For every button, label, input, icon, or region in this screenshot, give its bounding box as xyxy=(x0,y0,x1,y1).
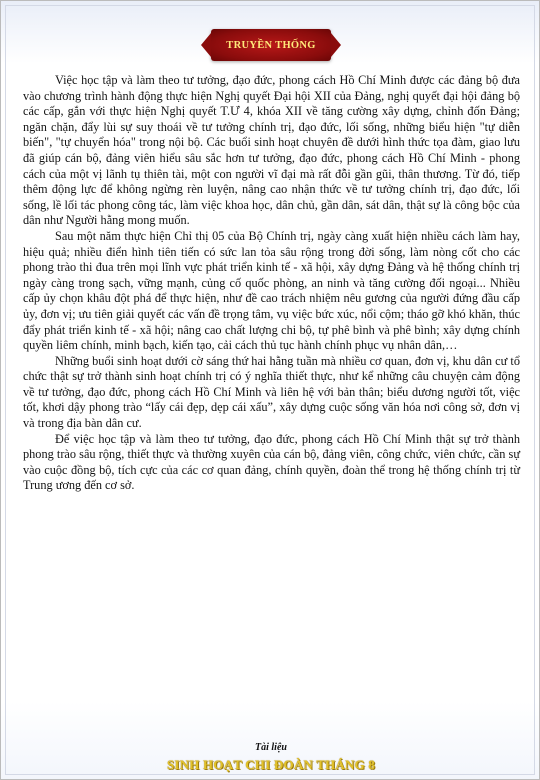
paragraph: Việc học tập và làm theo tư tưởng, đạo đức, phong cách Hồ Chí Minh được các đảng bộ đưa vào chương trình hành động thực hiện Nghị quyết Đại hội XII của Đảng, nghị quyết đại hội đảng bộ các cấp, gắn với thực hiện Nghị quyết T.Ư 4, khóa XII về tăng cường xây dựng, chỉnh đốn Đảng; ngăn chặn, đẩy lùi sự suy thoái về tư tưởng chính trị, đạo đức, lối sống, những biểu hiện "tự diễn biến", "tự chuyển hóa" trong nội bộ. Các buổi sinh hoạt chuyên đề dưới hình thức tọa đàm, giao lưu đã giúp cán bộ, đảng viên hiểu sâu sắc hơn tư tưởng, đạo đức, phong cách Hồ Chí Minh - phong cách của một vị lãnh tụ thiên tài, một con người vĩ đại mà rất đỗi gần gũi, thân thương. Từ đó, tiếp thêm động lực để không ngừng rèn luyện, nâng cao nhận thức về tư tưởng chính trị, đạo đức, lối sống, lề lối tác phong công tác, làm việc khoa học, dân chủ, gần dân, sát dân, thật sự là công bộc của dân như Người hằng mong muốn. xyxy=(23,73,520,228)
footer-title: SINH HOẠT CHI ĐOÀN THÁNG 8 xyxy=(166,757,376,772)
article-body xyxy=(23,73,520,494)
paragraph: Những buổi sinh hoạt dưới cờ sáng thứ hai hằng tuần mà nhiều cơ quan, đơn vị, khu dân cư tổ chức thật sự trở thành sinh hoạt chính trị có ý nghĩa thiết thực, như kể những câu chuyện cảm động về tư tưởng, đạo đức, phong cách Hồ Chí Minh và liên hệ với bản thân; biểu dương người tốt, việc tốt, khơi dậy phong trào “lấy cái đẹp, dẹp cái xấu”, xây dựng cuộc sống văn hóa nơi công sở, đơn vị và trong địa bàn dân cư. xyxy=(23,353,520,431)
header-title: TRUYỀN THỐNG xyxy=(226,39,316,51)
paragraph: Để việc học tập và làm theo tư tưởng, đạo đức, phong cách Hồ Chí Minh thật sự trở thành phong trào sâu rộng, thiết thực và thường xuyên của cán bộ, đảng viên, công chức, viên chức, cần sự vào cuộc đồng bộ, tích cực của các cơ quan đảng, chính quyền, đoàn thể trong hệ thống chính trị từ Trung ương đến cơ sở. xyxy=(23,431,520,493)
paragraph: Sau một năm thực hiện Chỉ thị 05 của Bộ Chính trị, ngày càng xuất hiện nhiều cách làm hay, hiệu quả; nhiều điển hình tiên tiến có sức lan tỏa sâu rộng trong đời sống, làm nòng cốt cho các phong trào thi đua trên mọi lĩnh vực phát triển kinh tế - xã hội, xây dựng Đảng và hệ thống chính trị ngày càng trong sạch, vững mạnh, củng cố quốc phòng, an ninh và tăng cường đối ngoại... Nhiều cấp ủy chọn khâu đột phá để thực hiện, như đề cao trách nhiệm nêu gương của người đứng đầu cấp ủy, đơn vị; ưu tiên giải quyết các vấn đề trọng tâm, vụ việc bức xúc, nổi cộm; tháo gỡ khó khăn, thúc đẩy phát triển kinh tế - xã hội; nâng cao chất lượng chi bộ, tự phê bình và phê bình; xây dựng chính quyền liêm chính, minh bạch, kiến tạo, cải cách thủ tục hành chính phục vụ nhân dân,… xyxy=(23,228,520,353)
footer-label: Tài liệu xyxy=(255,742,287,753)
header-banner xyxy=(211,29,331,61)
